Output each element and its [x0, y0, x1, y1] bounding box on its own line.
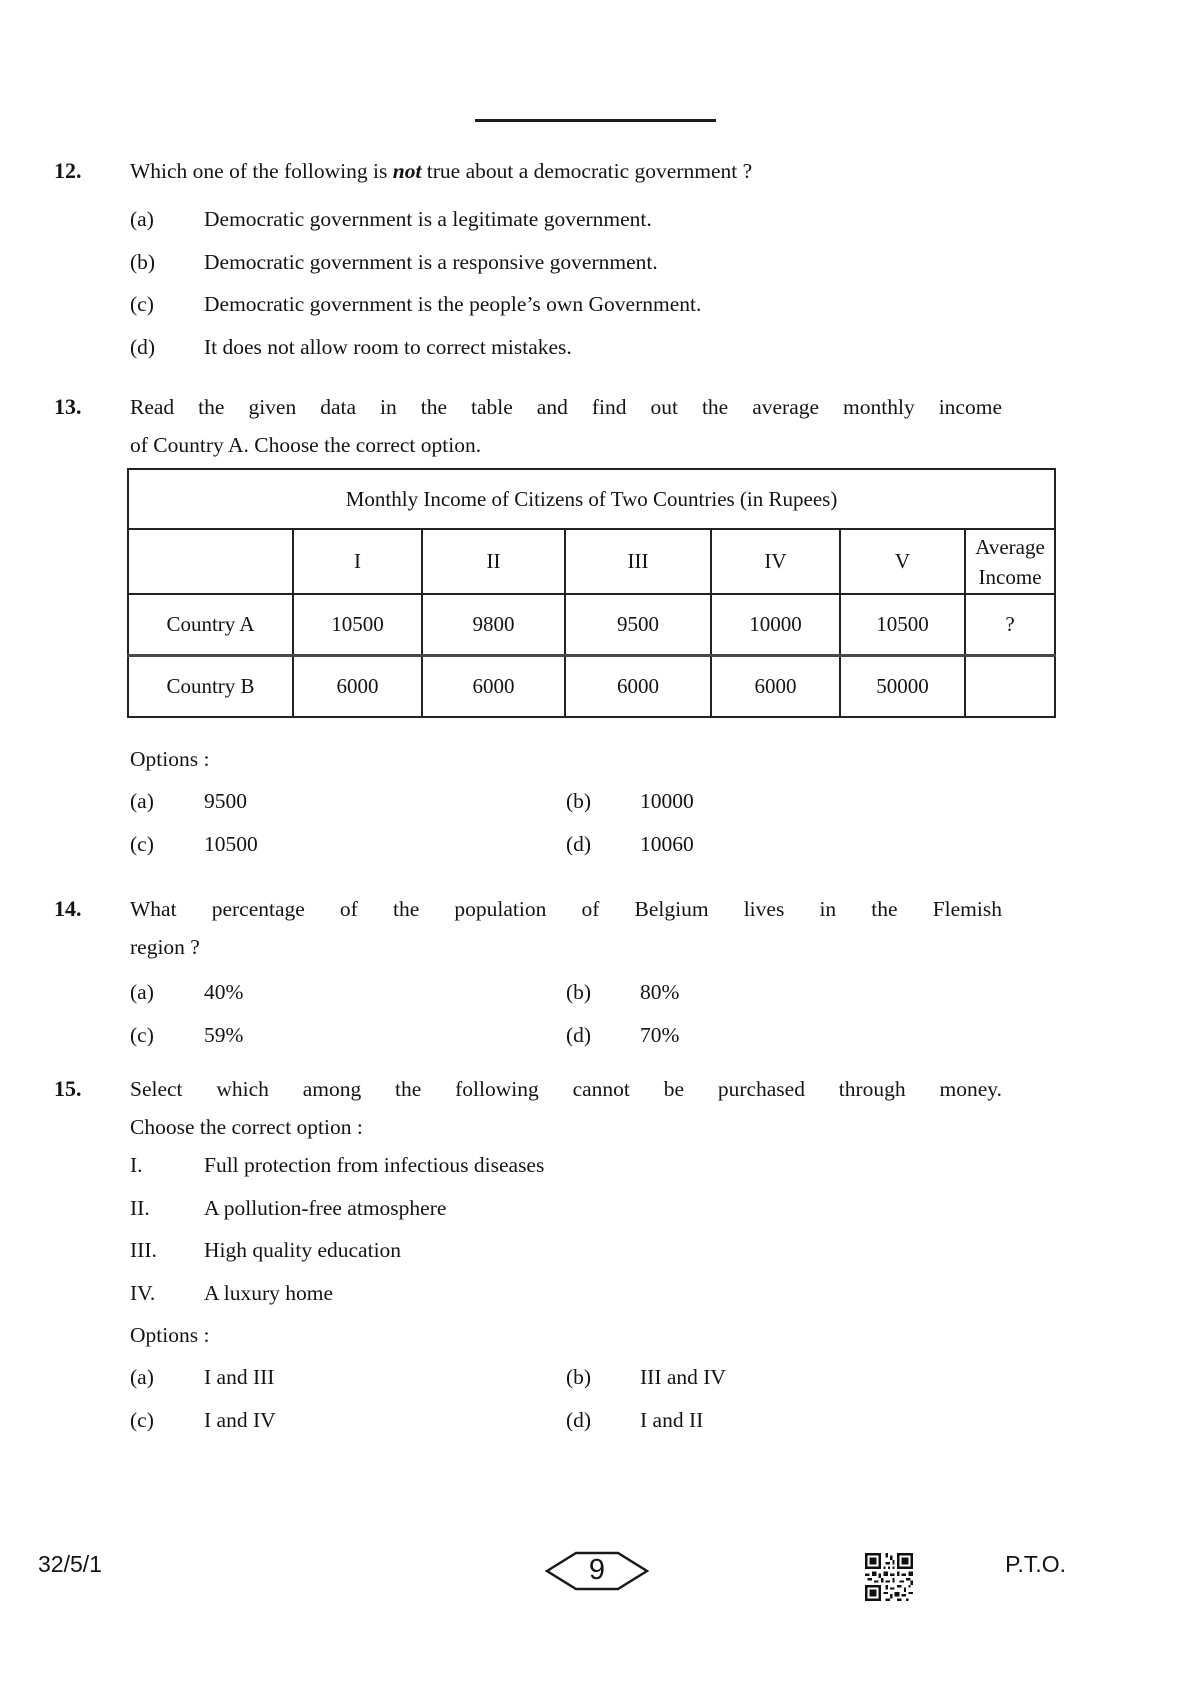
page-number-badge — [545, 1550, 649, 1592]
option-a — [130, 200, 1002, 238]
row-label: Country B — [128, 656, 293, 718]
table-row-country-a — [128, 594, 1055, 656]
option-label: (d) — [130, 334, 156, 359]
option-text: Democratic government is a legitimate government. — [204, 207, 652, 231]
option-a — [130, 973, 566, 1011]
option-label: (a) — [130, 980, 154, 1004]
question-text-emphasis: not — [392, 159, 422, 183]
table-header-I: I — [293, 529, 422, 594]
table-cell: 6000 — [293, 656, 422, 718]
table-cell: 10000 — [711, 594, 840, 656]
option-text: It does not allow room to correct mistakes. — [204, 334, 572, 359]
option-text: 10500 — [204, 831, 258, 856]
table-cell: 10500 — [840, 594, 965, 656]
income-table — [127, 468, 1056, 718]
table-header-row — [128, 529, 1055, 594]
question-15 — [54, 1070, 1002, 1443]
option-b — [566, 973, 1002, 1011]
table-title-row — [128, 469, 1055, 529]
option-row — [130, 782, 1002, 820]
option-text: Democratic government is a responsive government. — [204, 249, 658, 274]
option-label: (c) — [130, 1407, 154, 1432]
option-c — [130, 1401, 566, 1439]
option-label: (b) — [566, 1365, 592, 1389]
option-d — [566, 825, 1002, 863]
option-b — [566, 782, 1002, 820]
options-list — [130, 973, 1002, 1054]
statement-text: A luxury home — [204, 1280, 333, 1305]
option-label: (b) — [566, 789, 592, 813]
option-label: (b) — [130, 249, 156, 274]
option-b — [566, 1358, 1002, 1396]
table-title: Monthly Income of Citizens of Two Countries (in Rupees) — [128, 469, 1055, 529]
option-label: (c) — [130, 831, 154, 856]
row-label: Country A — [128, 594, 293, 656]
table-header-V: V — [840, 529, 965, 594]
option-text: 70% — [640, 1022, 680, 1047]
table-row-country-b — [128, 656, 1055, 718]
option-row — [130, 285, 1002, 323]
question-text — [130, 152, 1002, 190]
footer-paper-code: 32/5/1 — [38, 1551, 102, 1577]
option-text: 40% — [204, 980, 244, 1004]
table-cell-empty — [965, 656, 1055, 718]
statement-label: II. — [130, 1195, 150, 1220]
table-header-IV: IV — [711, 529, 840, 594]
table-cell: 9500 — [565, 594, 711, 656]
option-text: 10000 — [640, 789, 694, 813]
table-cell: 10500 — [293, 594, 422, 656]
statement-item-1 — [130, 1146, 1002, 1184]
option-text: III and IV — [640, 1365, 726, 1389]
option-text: Democratic government is the people’s own Government. — [204, 292, 702, 316]
option-label: (d) — [566, 1022, 592, 1047]
question-text-pre: Which one of the following is — [130, 159, 393, 183]
option-label: (a) — [130, 207, 154, 231]
question-text-line1: What percentage of the population of Belgium lives in the Flemish — [130, 897, 1002, 921]
table-cell-average-unknown: ? — [965, 594, 1055, 656]
question-text-line2: of Country A. Choose the correct option. — [130, 433, 482, 457]
statement-list — [130, 1146, 1002, 1312]
option-label: (d) — [566, 831, 592, 856]
option-row — [130, 200, 1002, 238]
question-13 — [54, 388, 1045, 867]
statement-item-2 — [130, 1189, 1002, 1227]
table-cell: 6000 — [422, 656, 565, 718]
statement-label: III. — [130, 1238, 157, 1262]
option-label: (c) — [130, 292, 154, 316]
option-a — [130, 1358, 566, 1396]
table-header-blank — [128, 529, 293, 594]
options-list — [130, 782, 1002, 863]
option-row — [130, 1401, 1002, 1439]
statement-item-3 — [130, 1231, 1002, 1269]
option-c — [130, 825, 566, 863]
option-row — [130, 1016, 1002, 1054]
table-cell: 6000 — [711, 656, 840, 718]
option-label: (d) — [566, 1407, 592, 1432]
top-divider-line — [475, 119, 716, 122]
options-heading: Options : — [130, 747, 210, 771]
option-row — [130, 1358, 1002, 1396]
question-number: 12. — [54, 158, 82, 183]
option-row — [130, 243, 1002, 281]
options-list — [130, 1358, 1002, 1439]
statement-text: Full protection from infectious diseases — [204, 1153, 545, 1177]
table-cell: 9800 — [422, 594, 565, 656]
option-b — [130, 243, 1002, 281]
option-c — [130, 285, 1002, 323]
pto-label: P.T.O. — [1005, 1551, 1066, 1577]
option-text: 9500 — [204, 789, 247, 813]
options-list — [130, 200, 1002, 366]
option-c — [130, 1016, 566, 1054]
table-header-III: III — [565, 529, 711, 594]
option-row — [130, 328, 1002, 366]
page-number: 9 — [588, 1554, 606, 1586]
option-label: (a) — [130, 1365, 154, 1389]
option-label: (a) — [130, 789, 154, 813]
option-row — [130, 973, 1002, 1011]
question-number: 14. — [54, 896, 82, 921]
statement-text: High quality education — [204, 1238, 402, 1262]
qr-code-icon — [865, 1553, 913, 1601]
statement-text: A pollution-free atmosphere — [204, 1195, 447, 1220]
option-text: 10060 — [640, 831, 694, 856]
options-heading: Options : — [130, 1323, 210, 1347]
option-d — [130, 328, 1002, 366]
table-header-II: II — [422, 529, 565, 594]
option-a — [130, 782, 566, 820]
table-header-average-income: Average Income — [965, 529, 1055, 594]
option-text: I and III — [204, 1365, 275, 1389]
question-text-line1: Select which among the following cannot be purchased through money. — [130, 1077, 1002, 1101]
option-text: I and IV — [204, 1407, 276, 1432]
question-text-line2: Choose the correct option : — [130, 1115, 363, 1139]
option-label: (b) — [566, 980, 592, 1004]
question-text-post: true about a democratic government ? — [421, 159, 753, 183]
statement-label: I. — [130, 1153, 143, 1177]
option-row — [130, 825, 1002, 863]
option-text: 80% — [640, 980, 680, 1004]
table-cell: 50000 — [840, 656, 965, 718]
table-cell: 6000 — [565, 656, 711, 718]
question-12 — [54, 152, 1002, 370]
question-text-line2: region ? — [130, 935, 200, 959]
option-d — [566, 1401, 1002, 1439]
question-number: 15. — [54, 1076, 82, 1101]
statement-label: IV. — [130, 1280, 156, 1305]
statement-item-4 — [130, 1274, 1002, 1312]
option-d — [566, 1016, 1002, 1054]
option-text: 59% — [204, 1022, 244, 1047]
question-text-line1: Read the given data in the table and find out the average monthly income — [130, 395, 1002, 419]
question-14 — [54, 890, 1002, 1058]
option-label: (c) — [130, 1022, 154, 1047]
option-text: I and II — [640, 1407, 704, 1432]
question-number: 13. — [54, 394, 82, 419]
